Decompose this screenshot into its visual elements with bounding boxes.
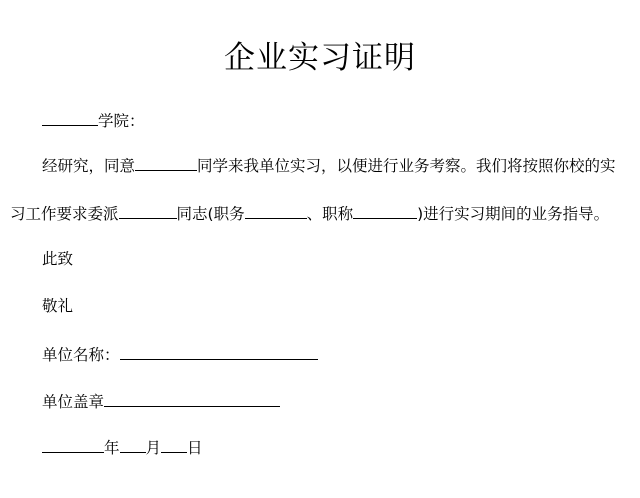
supervisor-name-blank xyxy=(119,203,177,219)
para2-text-a: 习工作要求委派 xyxy=(10,205,119,223)
unit-seal-label: 单位盖章 xyxy=(42,393,105,411)
para2-text-c: 、职称 xyxy=(306,205,354,223)
document-title: 企业实习证明 xyxy=(224,40,416,76)
year-label: 年 xyxy=(104,439,120,457)
month-label: 月 xyxy=(145,439,162,457)
paragraph-line-1 xyxy=(42,155,616,176)
year-blank xyxy=(42,437,104,453)
day-blank xyxy=(161,437,187,453)
unit-seal-line xyxy=(42,391,280,412)
para1-text-a: 经研究，同意 xyxy=(42,157,136,175)
student-name-blank xyxy=(135,155,197,171)
title-blank xyxy=(353,203,417,219)
position-blank xyxy=(245,203,307,219)
college-suffix: 学院： xyxy=(98,112,145,130)
month-blank xyxy=(120,437,146,453)
para2-text-d: )进行实习期间的业务指导。 xyxy=(417,205,610,223)
para1-text-b: 同学来我单位实习，以便进行业务考察。我们将按照你校的实 xyxy=(197,157,616,175)
unit-seal-blank xyxy=(104,391,280,407)
unit-name-blank xyxy=(120,344,318,360)
date-line xyxy=(42,437,203,458)
unit-name-label: 单位名称： xyxy=(42,346,120,364)
day-label: 日 xyxy=(187,439,203,457)
paragraph-line-2 xyxy=(10,203,609,224)
college-blank xyxy=(42,110,98,126)
closing-line-2: 敬礼 xyxy=(42,297,74,315)
college-line xyxy=(42,110,145,131)
unit-name-line xyxy=(42,344,318,365)
closing-line-1: 此致 xyxy=(42,250,74,268)
para2-text-b: 同志(职务 xyxy=(176,205,245,223)
